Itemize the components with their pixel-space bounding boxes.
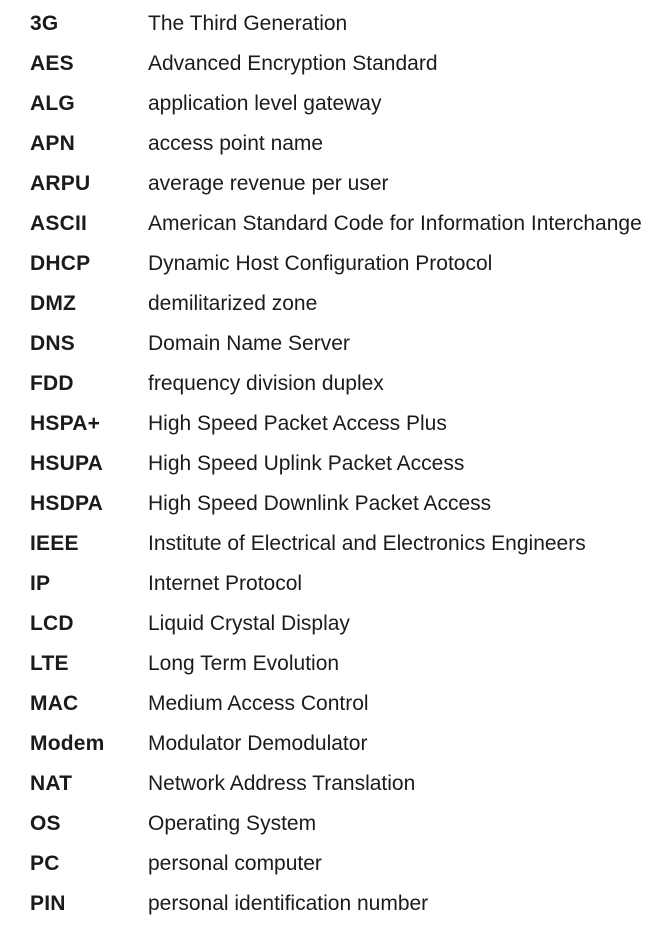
abbreviation-definition: Internet Protocol [148, 572, 303, 595]
abbreviation-term: LTE [30, 652, 69, 675]
abbreviation-term: PIN [30, 892, 66, 915]
glossary-row [0, 124, 653, 164]
abbreviation-term: NAT [30, 772, 73, 795]
glossary-row [0, 644, 653, 684]
abbreviation-term: APN [30, 132, 75, 155]
abbreviation-definition: personal computer [148, 852, 322, 875]
abbreviation-definition: average revenue per user [148, 172, 389, 195]
glossary-row [0, 804, 653, 844]
glossary-row [0, 284, 653, 324]
abbreviation-definition: Network Address Translation [148, 772, 416, 795]
abbreviation-term: HSPA+ [30, 412, 101, 435]
abbreviation-definition: American Standard Code for Information Interchange [148, 212, 642, 235]
glossary-row [0, 684, 653, 724]
abbreviation-definition: Institute of Electrical and Electronics Engineers [148, 532, 586, 555]
glossary-row [0, 204, 653, 244]
glossary-row [0, 244, 653, 284]
abbreviation-term: HSUPA [30, 452, 103, 475]
abbreviation-term: AES [30, 52, 74, 75]
glossary-row [0, 404, 653, 444]
abbreviation-term: IP [30, 572, 51, 595]
glossary-row [0, 164, 653, 204]
abbreviation-term: ALG [30, 92, 75, 115]
abbreviation-term: 3G [30, 12, 59, 35]
abbreviation-definition: Long Term Evolution [148, 652, 340, 675]
glossary-row [0, 764, 653, 804]
glossary-row [0, 364, 653, 404]
abbreviation-definition: frequency division duplex [148, 372, 384, 395]
glossary-row [0, 604, 653, 644]
glossary-row [0, 44, 653, 84]
abbreviation-definition: Medium Access Control [148, 692, 369, 715]
abbreviation-definition: application level gateway [148, 92, 382, 115]
glossary-row [0, 4, 653, 44]
abbreviation-definition: Advanced Encryption Standard [148, 52, 438, 75]
abbreviation-definition: Operating System [148, 812, 317, 835]
abbreviation-term: ASCII [30, 212, 88, 235]
abbreviation-term: LCD [30, 612, 74, 635]
abbreviation-term: IEEE [30, 532, 79, 555]
abbreviation-term: MAC [30, 692, 79, 715]
abbreviation-term: FDD [30, 372, 74, 395]
abbreviation-definition: access point name [148, 132, 324, 155]
glossary-row [0, 484, 653, 524]
glossary-row [0, 444, 653, 484]
abbreviation-definition: High Speed Packet Access Plus [148, 412, 447, 435]
abbreviation-term: DMZ [30, 292, 77, 315]
abbreviation-term: ARPU [30, 172, 91, 195]
abbreviation-definition: personal identification number [148, 892, 429, 915]
glossary-row [0, 724, 653, 764]
abbreviation-definition: Liquid Crystal Display [148, 612, 350, 635]
glossary-row [0, 844, 653, 884]
abbreviation-term: PC [30, 852, 60, 875]
glossary-row [0, 84, 653, 124]
abbreviation-definition: High Speed Downlink Packet Access [148, 492, 492, 515]
glossary-row [0, 884, 653, 924]
abbreviation-definition: Dynamic Host Configuration Protocol [148, 252, 493, 275]
glossary-row [0, 324, 653, 364]
abbreviation-definition: Domain Name Server [148, 332, 350, 355]
glossary-row [0, 564, 653, 604]
abbreviation-definition: The Third Generation [148, 12, 348, 35]
abbreviation-definition: High Speed Uplink Packet Access [148, 452, 465, 475]
abbreviation-term: OS [30, 812, 61, 835]
abbreviation-term: Modem [30, 732, 105, 755]
abbreviation-term: HSDPA [30, 492, 103, 515]
abbreviation-term: DNS [30, 332, 75, 355]
abbreviation-term: DHCP [30, 252, 91, 275]
abbreviation-definition: demilitarized zone [148, 292, 318, 315]
abbreviation-definition: Modulator Demodulator [148, 732, 368, 755]
glossary-row [0, 524, 653, 564]
